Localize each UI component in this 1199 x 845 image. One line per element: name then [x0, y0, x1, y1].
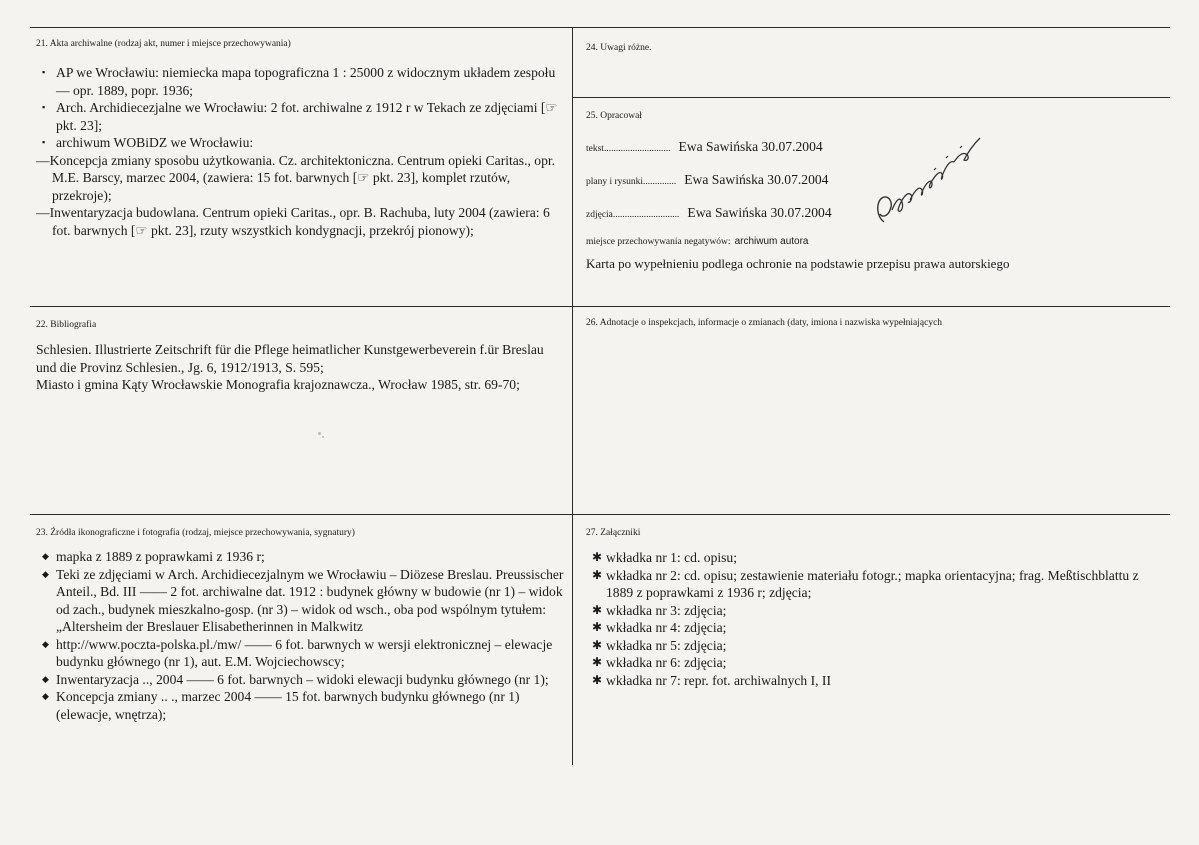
section-22-title: 22. Bibliografia	[36, 320, 97, 330]
attachment-item: ✱ wkładka nr 3: zdjęcia;	[592, 602, 727, 618]
section-23-iconographic-sources	[36, 527, 566, 723]
bibliography-entry: Miasto i gmina Kąty Wrocławskie Monografia krajoznawcza., Wrocław 1985, str. 69-70;	[36, 377, 520, 392]
section-27-title: 27. Załączniki	[586, 528, 641, 538]
list-item: ◆ Inwentaryzacja .., 2004 —— 6 fot. barwnych – widoki elewacji budynku głównego (nr 1);	[42, 671, 549, 687]
copyright-notice: Karta po wypełnieniu podlega ochronie na podstawie przepisu prawa autorskiego	[586, 256, 1010, 271]
attachment-item: ✱ wkładka nr 2: cd. opisu; zestawienie materiału fotogr.; mapka orientacyjna; frag. Meßtischblattu z 1889 z poprawkami z 1936 r; zdjęcia;	[592, 567, 1139, 600]
asterisk-bullet-icon: ✱	[592, 672, 603, 687]
attachment-item: ✱ wkładka nr 4: zdjęcia;	[592, 620, 727, 635]
diamond-bullet-icon: ◆	[42, 691, 49, 701]
asterisk-bullet-icon: ✱	[592, 602, 603, 617]
asterisk-bullet-icon: ✱	[592, 567, 603, 582]
square-bullet-icon: ▪	[42, 67, 46, 77]
section-21-archival-records	[36, 38, 566, 239]
square-bullet-icon: ▪	[42, 137, 46, 147]
list-item: ◆ Teki ze zdjęciami w Arch. Archidiecezjalnym we Wrocławiu – Diözese Breslau. Preussischer Anteil., Bd. III —— 2 fot. archiwalne dat. 1912 : budynek główny w budowie (nr 1) – widok od zach., budynek mieszkalno-gosp. (nr 3) – widok od wsch., oba pod wspólnym tytułem: „Altersheim der Breslauer Elisabetherinnen in Malkwitz	[42, 566, 564, 634]
author-row-plans: plany i rysunki .............. Ewa Sawińska 30.07.2004	[586, 172, 829, 187]
list-item: ◆ Koncepcja zmiany .. ., marzec 2004 —— 15 fot. barwnych budynku głównego (nr 1) (elewacje, wnętrza);	[42, 689, 520, 722]
list-item: ▪ AP we Wrocławiu: niemiecka mapa topograficzna 1 : 25000 z widocznym układem zespołu — opr. 1889, popr. 1936;	[42, 65, 556, 98]
bibliography-entry: Schlesien. Illustrierte Zeitschrift für die Pflege heimatlicher Kunstgewerbeverein f.ür Breslau und die Provinz Schlesien., Jg. 6, 1912/1913, S. 595;	[36, 342, 544, 375]
scan-speck	[318, 432, 321, 435]
diamond-bullet-icon: ◆	[42, 673, 49, 684]
square-bullet-icon: ▪	[42, 102, 46, 112]
diamond-bullet-icon: ◆	[42, 638, 49, 649]
section-27-attachments	[586, 527, 1156, 689]
attachment-item: ✱ wkładka nr 5: zdjęcia;	[592, 637, 727, 653]
center-divider	[572, 27, 573, 765]
section-23-title: 23. Źródła ikonograficzne i fotografia (rodzaj, miejsce przechowywania, sygnatury)	[36, 528, 355, 538]
asterisk-bullet-icon: ✱	[592, 637, 603, 652]
section-24-remarks	[586, 42, 1156, 54]
attachment-item: ✱ wkładka nr 6: zdjęcia;	[592, 655, 727, 670]
section-25-title: 25. Opracował	[586, 111, 642, 121]
section-26-annotations	[586, 317, 1166, 329]
author-row-photos: zdjęcia ............................ Ewa Sawińska 30.07.2004	[586, 205, 832, 220]
diamond-bullet-icon: ◆	[42, 551, 49, 561]
section-21-title: 21. Akta archiwalne (rodzaj akt, numer i miejsce przechowywania)	[36, 39, 291, 49]
asterisk-bullet-icon: ✱	[592, 655, 603, 669]
divider-row-1	[30, 306, 1170, 307]
section-26-title: 26. Adnotacje o inspekcjach, informacje o zmianach (daty, imiona i nazwiska wypełniających	[586, 318, 943, 328]
list-item: ◆ http://www.poczta-polska.pl./mw/ —— 6 fot. barwnych w wersji elektronicznej – elewacje budynku głównego (nr 1), aut. E.M. Wojciechowscy;	[42, 636, 553, 669]
diamond-bullet-icon: ◆	[42, 568, 49, 579]
dash-item: —Inwentaryzacja budowlana. Centrum opieki Caritas., opr. B. Rachuba, luty 2004 (zawiera: 6 fot. barwnych [☞ pkt. 23], rzuty wszystkich kondygnacji, przekrój pionowy);	[36, 205, 550, 238]
handwritten-signature	[870, 130, 990, 230]
list-item: ▪ Arch. Archidiecezjalne we Wrocławiu: 2 fot. archiwalne z 1912 r w Tekach ze zdjęciami [☞ pkt. 23];	[42, 100, 558, 133]
asterisk-bullet-icon: ✱	[592, 550, 603, 564]
negatives-storage: miejsce przechowywania negatywów: archiwum autora	[586, 236, 809, 247]
dash-item: —Koncepcja zmiany sposobu użytkowania. Cz. architektoniczna. Centrum opieki Caritas., opr. M.E. Barscy, marzec 2004, (zawiera: 15 fot. barwnych [☞ pkt. 23], komplet rzutów, przekroje);	[36, 152, 556, 203]
asterisk-bullet-icon: ✱	[592, 620, 603, 634]
divider-24-25	[572, 97, 1170, 98]
divider-row-2	[30, 514, 1170, 515]
section-24-title: 24. Uwagi różne.	[586, 43, 652, 53]
scan-speck	[322, 436, 324, 438]
list-item: ◆ mapka z 1889 z poprawkami z 1936 r;	[42, 549, 265, 564]
author-row-text: tekst ............................ Ewa Sawińska 30.07.2004	[586, 139, 823, 154]
section-22-bibliography	[36, 319, 566, 394]
top-border	[30, 27, 1170, 28]
attachment-item: ✱ wkładka nr 1: cd. opisu;	[592, 550, 738, 565]
attachment-item: ✱ wkładka nr 7: repr. fot. archiwalnych I, II	[592, 672, 831, 688]
list-item: ▪ archiwum WOBiDZ we Wrocławiu:	[42, 135, 254, 150]
